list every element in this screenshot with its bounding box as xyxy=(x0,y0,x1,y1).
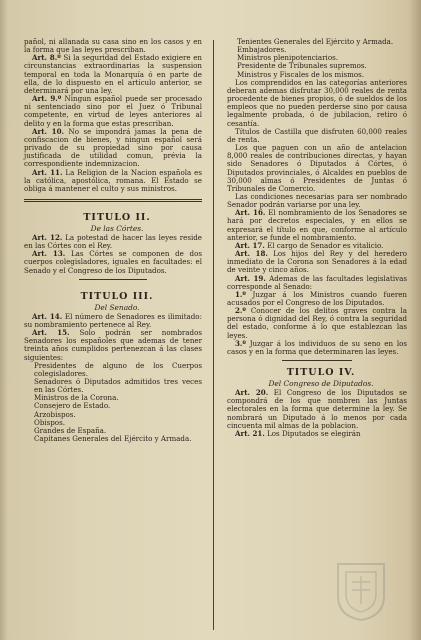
article-9: Art. 9.º Ningun español puede ser procesado ni sentenciado sino por el Juez ó Tribunal competente, en virtud de leyes anteriores al delito y en la forma que estas prescriban. xyxy=(24,94,202,128)
list-item: Embajadores. xyxy=(237,45,287,55)
column-divider xyxy=(213,40,214,630)
right-column xyxy=(227,38,407,438)
list-item: Arzobispos. xyxy=(34,409,76,419)
paragraph-contribuciones: Los que paguen con un año de antelacion 8,000 reales de contribuciones directas, y hayan sido Senadores ó Diputados á Córtes, ó Diputados provinciales, ó Alcaldes en pueblos de 30,000 almas ó Presidentes de Juntas ó Tribunales de Comercio. xyxy=(227,143,407,193)
article-13: Art. 13. Las Córtes se componen de dos cuerpos colegisladores, iguales en facultades: el Senado y el Congreso de los Diputados. xyxy=(24,249,202,275)
article-16: Art. 16. El nombramiento de los Senadores se hará por decretos especiales, y en ellos se expresará el título en que, conforme al artículo anterior, se funde el nombramiento. xyxy=(227,208,407,242)
section-rule xyxy=(282,360,352,361)
list-item: Presidentes de alguno de los Cuerpos colegisladores. xyxy=(34,360,202,378)
left-column xyxy=(24,38,202,443)
list-item: Grandes de España. xyxy=(34,425,107,435)
article-12: Art. 12. La potestad de hacer las leyes reside en las Córtes con el Rey. xyxy=(24,232,202,251)
faculty-2: 2.º Conocer de los delitos graves contra la persona ó dignidad del Rey, ó contra la seguridad del estado, conforme á lo que establezcan las leyes. xyxy=(227,306,407,340)
article-14: Art. 14. El número de Senadores es ilimitado: su nombramiento pertenece al Rey. xyxy=(24,311,202,329)
article-8: Art. 8.º Si la seguridad del Estado exigiere en circunstancias extraordinarias la suspension temporal en toda la Monarquía ó en parte de ella, de lo dispuesto en el artículo anterior, se determinará por una ley. xyxy=(24,53,202,95)
page-shadow-left xyxy=(0,0,8,640)
titulo-4-heading: TITULO IV. xyxy=(286,367,356,379)
article-20: Art. 20. El Congreso de los Diputados se compondrá de los que nombren las Juntas electorales en la forma que determine la ley. Se nombrará un Diputado á lo menos por cada cincuenta mil almas de la poblacion. xyxy=(227,388,407,430)
list-item: Consejero de Estado. xyxy=(34,401,111,411)
text-intro: pañol, ni allanada su casa sino en los casos y en la forma que las leyes prescriban. xyxy=(24,37,202,55)
list-item: Senadores ó Diputados admitidos tres veces en las Córtes. xyxy=(34,377,202,395)
list-item: Capitanes Generales del Ejército y Armada. xyxy=(34,434,192,444)
article-15: Art. 15. Solo podrán ser nombrados Senadores los españoles que ademas de tener treinta años cumplidos pertenezcan á las clases siguientes: xyxy=(24,328,202,362)
titulo-3-heading: TITULO III. xyxy=(80,290,154,302)
faculty-1: 1.º Juzgar á los Ministros cuando fueren acusados por el Congreso de los Diputados. xyxy=(227,289,407,307)
article-21: Art. 21. Los Diputados se elegirán xyxy=(235,428,361,438)
list-item: Ministros y Fiscales de los mismos. xyxy=(237,69,365,79)
list-item: Ministros plenipotenciarios. xyxy=(237,53,338,63)
section-divider xyxy=(24,199,202,202)
list-item: Ministros de la Corona. xyxy=(34,393,119,403)
list-item: Presidente de Tribunales supremos. xyxy=(237,61,367,71)
paragraph-condiciones: Las condiciones necesarias para ser nombrado Senador podrán variarse por una ley. xyxy=(227,191,407,210)
list-item: Tenientes Generales del Ejército y Armada. xyxy=(237,37,394,46)
list-item: Obispos. xyxy=(34,417,65,427)
titulo-2-heading: TITULO II. xyxy=(83,211,151,223)
titulo-4-subtitle: Del Congreso de Diputados. xyxy=(268,379,374,389)
article-11: Art. 11. La Religion de la Nacion española es la católica, apostólica, romana. El Estado se obliga á mantener el culto y sus ministros. xyxy=(24,167,202,193)
article-10: Art. 10. No se impondrá jamas la pena de confiscacion de bienes, y ningun español será privado de su propiedad sino por causa justificada de utilidad comun, prévia la correspondiente indemnizacion. xyxy=(24,126,202,169)
faculty-3: 3.º Juzgar á los individuos de su seno en los casos y en la forma que determinaren las leyes. xyxy=(227,338,407,356)
article-18: Art. 18. Los hijos del Rey y del heredero inmediato de la Corona son Senadores á la edad de veinte y cinco años. xyxy=(227,249,407,275)
page-shadow-right xyxy=(409,0,421,640)
section-rule xyxy=(79,279,147,280)
article-17: Art. 17. El cargo de Senador es vitalicio. xyxy=(235,240,384,250)
titulo-3-subtitle: Del Senado. xyxy=(94,302,140,312)
library-stamp-icon xyxy=(330,558,392,624)
titulo-2-subtitle: De las Córtes. xyxy=(90,223,144,233)
article-19: Art. 19. Ademas de las facultades legislativas corresponde al Senado: xyxy=(227,273,407,291)
paragraph-titulos: Títulos de Castilla que disfruten 60,000 reales de renta. xyxy=(227,126,407,144)
paragraph-rentas: Los comprendidos en las categorías anteriores deberan ademas disfrutar 30,000 reales de renta procedente de bienes propios, ó de sueldos de los empleos que no pueden perderse sino por causa legalmente probada, ó de jubilacion, retiro ó cesantía. xyxy=(227,77,407,128)
